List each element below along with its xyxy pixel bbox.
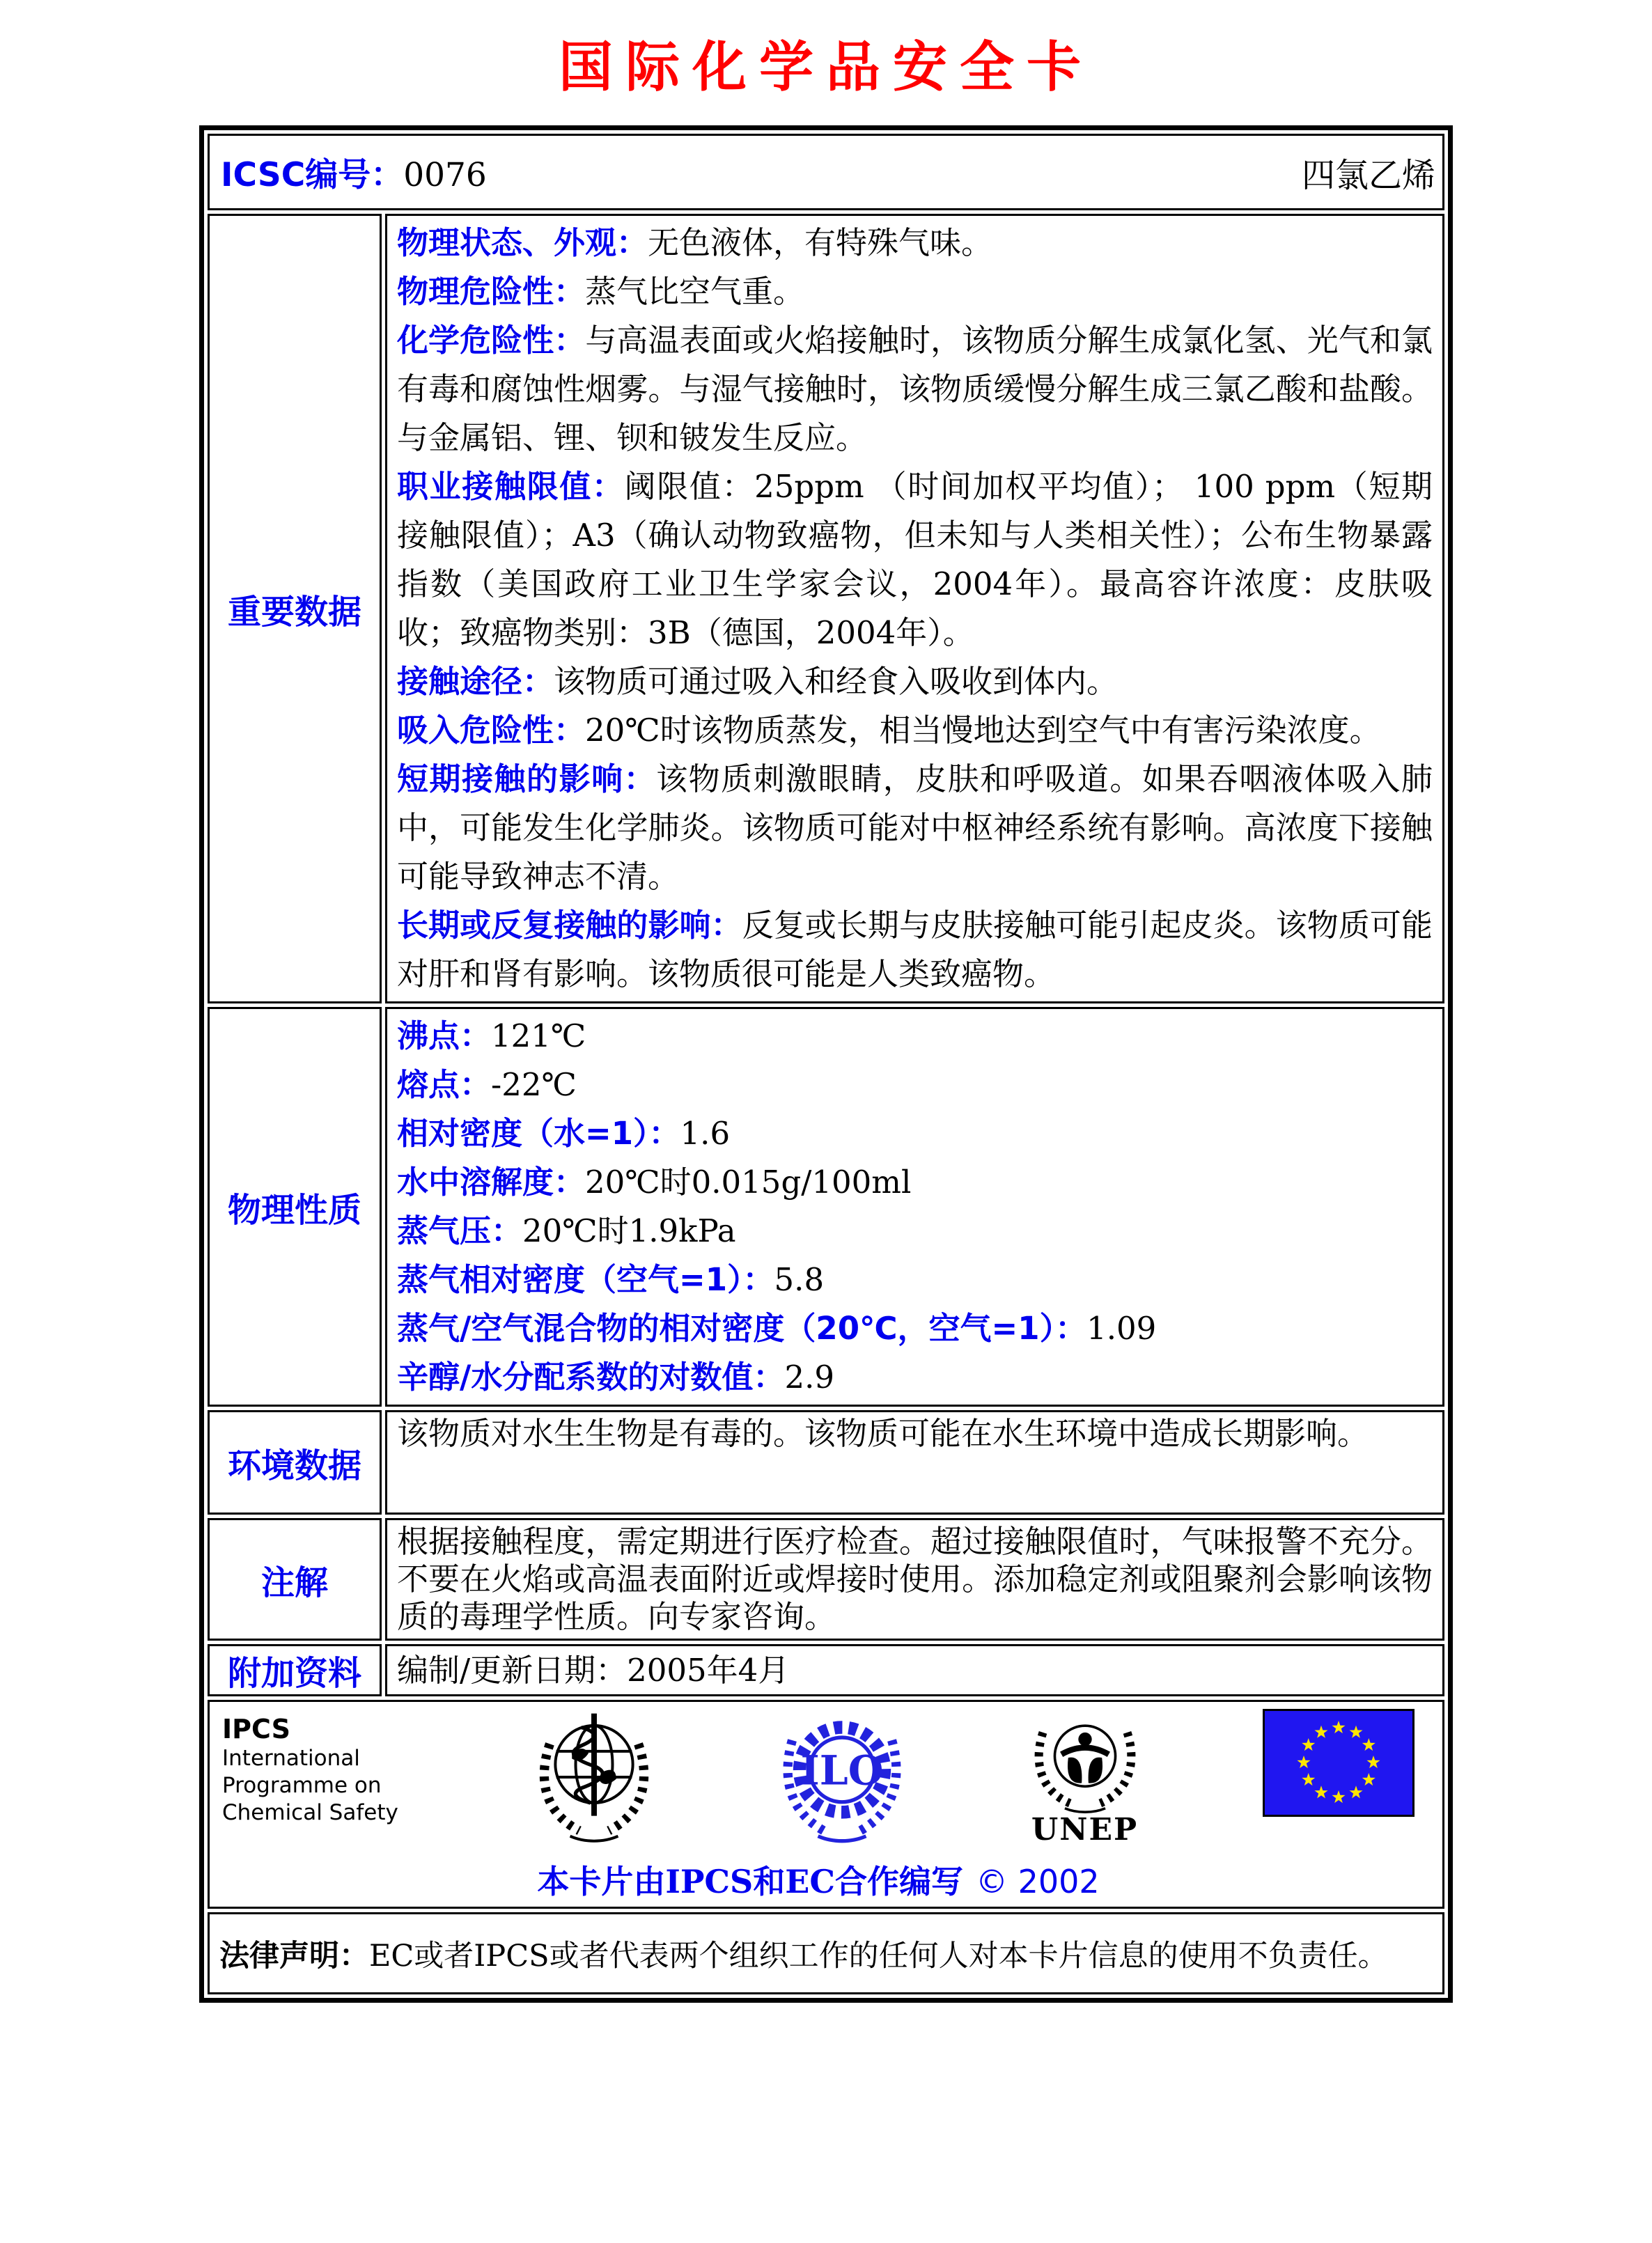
field-label: 沸点： [397,1017,492,1054]
eu-flag [1263,1709,1415,1817]
icsc-card-page [0,24,1652,2003]
field-value: 121℃ [491,1017,586,1054]
ipcs-line: International [222,1746,360,1771]
icsc-number-label: ICSC编号： [221,155,404,194]
additional-info-content [385,1644,1444,1696]
property-item [397,1353,1433,1402]
field-label: 化学危险性： [397,322,586,359]
property-item [397,1207,1433,1256]
eu-flag-icon [1263,1709,1415,1817]
who-emblem-icon [529,1709,659,1845]
logos-row [208,1700,1444,1909]
svg-text:ILO: ILO [800,1746,884,1795]
additional-info-row-label: 附加资料 [208,1644,382,1696]
logos-cell [208,1700,1444,1909]
ipcs-line: Programme on [222,1773,382,1798]
field-value: 该物质可通过吸入和经食入吸收到体内。 [554,663,1119,700]
property-item [397,1304,1433,1353]
field-label: 长期或反复接触的影响： [397,907,742,944]
chemical-name: 四氯乙烯 [1301,155,1435,195]
field-label: 辛醇/水分配系数的对数值： [397,1359,785,1396]
icsc-number-value: 0076 [403,155,487,194]
field-label: 短期接触的影响： [397,760,657,797]
notes-text: 根据接触程度，需定期进行医疗检查。超过接触限值时，气味报警不充分。不要在火焰或高温表面附近或焊接时使用。添加稳定剂或阻聚剂会影响该物质的毒理学性质。向专家咨询。 [397,1523,1433,1635]
important-item [397,267,1433,316]
ilo-emblem-icon [777,1709,907,1845]
ipcs-text-block [222,1709,410,1827]
field-label: 职业接触限值： [397,468,625,505]
unep-emblem-icon [1026,1709,1144,1813]
physical-properties-row [208,1007,1444,1407]
important-data-row-label: 重要数据 [208,214,382,1003]
field-value: 蒸气比空气重。 [585,273,805,310]
physical-properties-row-label: 物理性质 [208,1007,382,1407]
field-value: 该物质刺激眼睛，皮肤和呼吸道。如果吞咽液体吸入肺中，可能发生化学肺炎。该物质可能对中枢神经系统有影响。高浓度下接触可能导致神志不清。 [397,760,1433,895]
icsc-card-table [199,125,1453,2003]
legal-text: EC或者IPCS或者代表两个组织工作的任何人对本卡片信息的使用不负责任。 [369,1938,1388,1974]
environmental-data-text: 该物质对水生生物是有毒的。该物质可能在水生环境中造成长期影响。 [397,1415,1369,1452]
field-label: 吸入危险性： [397,712,586,749]
field-value: 20℃时1.9kPa [522,1212,736,1249]
credit-year: © 2002 [975,1863,1100,1900]
page-title: 国际化学品安全卡 [558,36,1093,99]
legal-label: 法律声明： [219,1938,369,1974]
header-row [208,134,1444,210]
header-cell [208,134,1444,210]
field-value: 1.09 [1086,1310,1157,1347]
environmental-data-row-label: 环境数据 [208,1410,382,1515]
ilo-logo [777,1709,907,1845]
property-item [397,1061,1433,1109]
field-label: 物理危险性： [397,273,586,310]
unep-label: UNEP [1031,1812,1139,1847]
important-item [397,706,1433,755]
field-value: 与高温表面或火焰接触时，该物质分解生成氯化氢、光气和氯有毒和腐蚀性烟雾。与湿气接触时，该物质缓慢分解生成三氯乙酸和盐酸。与金属铝、锂、钡和铍发生反应。 [397,322,1433,456]
field-value: 20℃时0.015g/100ml [585,1164,912,1201]
ipcs-line: Chemical Safety [222,1800,398,1825]
unep-logo [1026,1709,1144,1847]
additional-info-row [208,1644,1444,1696]
notes-content [385,1518,1444,1641]
who-logo [529,1709,659,1845]
important-data-row [208,214,1444,1003]
important-item [397,316,1433,462]
field-label: 接触途径： [397,663,554,700]
environmental-data-content [385,1410,1444,1515]
important-item [397,755,1433,901]
field-label: 蒸气相对密度（空气=1）： [397,1261,774,1298]
field-value: 反复或长期与皮肤接触可能引起皮炎。该物质可能对肝和肾有影响。该物质很可能是人类致癌物。 [397,907,1433,992]
property-item [397,1158,1433,1207]
important-item [397,657,1433,706]
field-label: 水中溶解度： [397,1164,586,1201]
important-item [397,462,1433,657]
legal-cell [208,1912,1444,1994]
legal-row [208,1912,1444,1994]
field-value: 1.6 [680,1115,731,1152]
field-label: 相对密度（水=1）： [397,1115,680,1152]
ipcs-name: IPCS [222,1714,290,1744]
physical-properties-content [385,1007,1444,1407]
field-value: 20℃时该物质蒸发，相当慢地达到空气中有害污染浓度。 [585,712,1381,749]
credit-text: 本卡片由IPCS和EC合作编写 [537,1863,963,1900]
environmental-data-row [208,1410,1444,1515]
icsc-number [221,149,487,196]
property-item [397,1012,1433,1061]
field-label: 蒸气/空气混合物的相对密度（20℃，空气=1）： [397,1310,1087,1347]
field-value: 无色液体，有特殊气味。 [648,224,993,261]
important-data-content [385,214,1444,1003]
field-label: 熔点： [397,1066,492,1103]
field-value: 5.8 [774,1261,825,1298]
field-label: 物理状态、外观： [397,224,648,261]
notes-row [208,1518,1444,1641]
update-date-text: 编制/更新日期：2005年4月 [397,1651,790,1689]
field-value: -22℃ [491,1066,577,1103]
important-item [397,901,1433,999]
property-item [397,1256,1433,1304]
field-value: 2.9 [784,1359,835,1396]
notes-row-label: 注解 [208,1518,382,1641]
important-item [397,219,1433,267]
property-item [397,1109,1433,1158]
credit-line [222,1857,1415,1902]
field-value: 阈限值：25ppm （时间加权平均值）； 100 ppm（短期接触限值）；A3（确认动物致癌物，但未知与人类相关性）；公布生物暴露指数（美国政府工业卫生学家会议，2004年）。最高容许浓度：皮肤吸收；致癌物类别：3B（德国，2004年）。 [397,468,1433,651]
field-label: 蒸气压： [397,1212,523,1249]
